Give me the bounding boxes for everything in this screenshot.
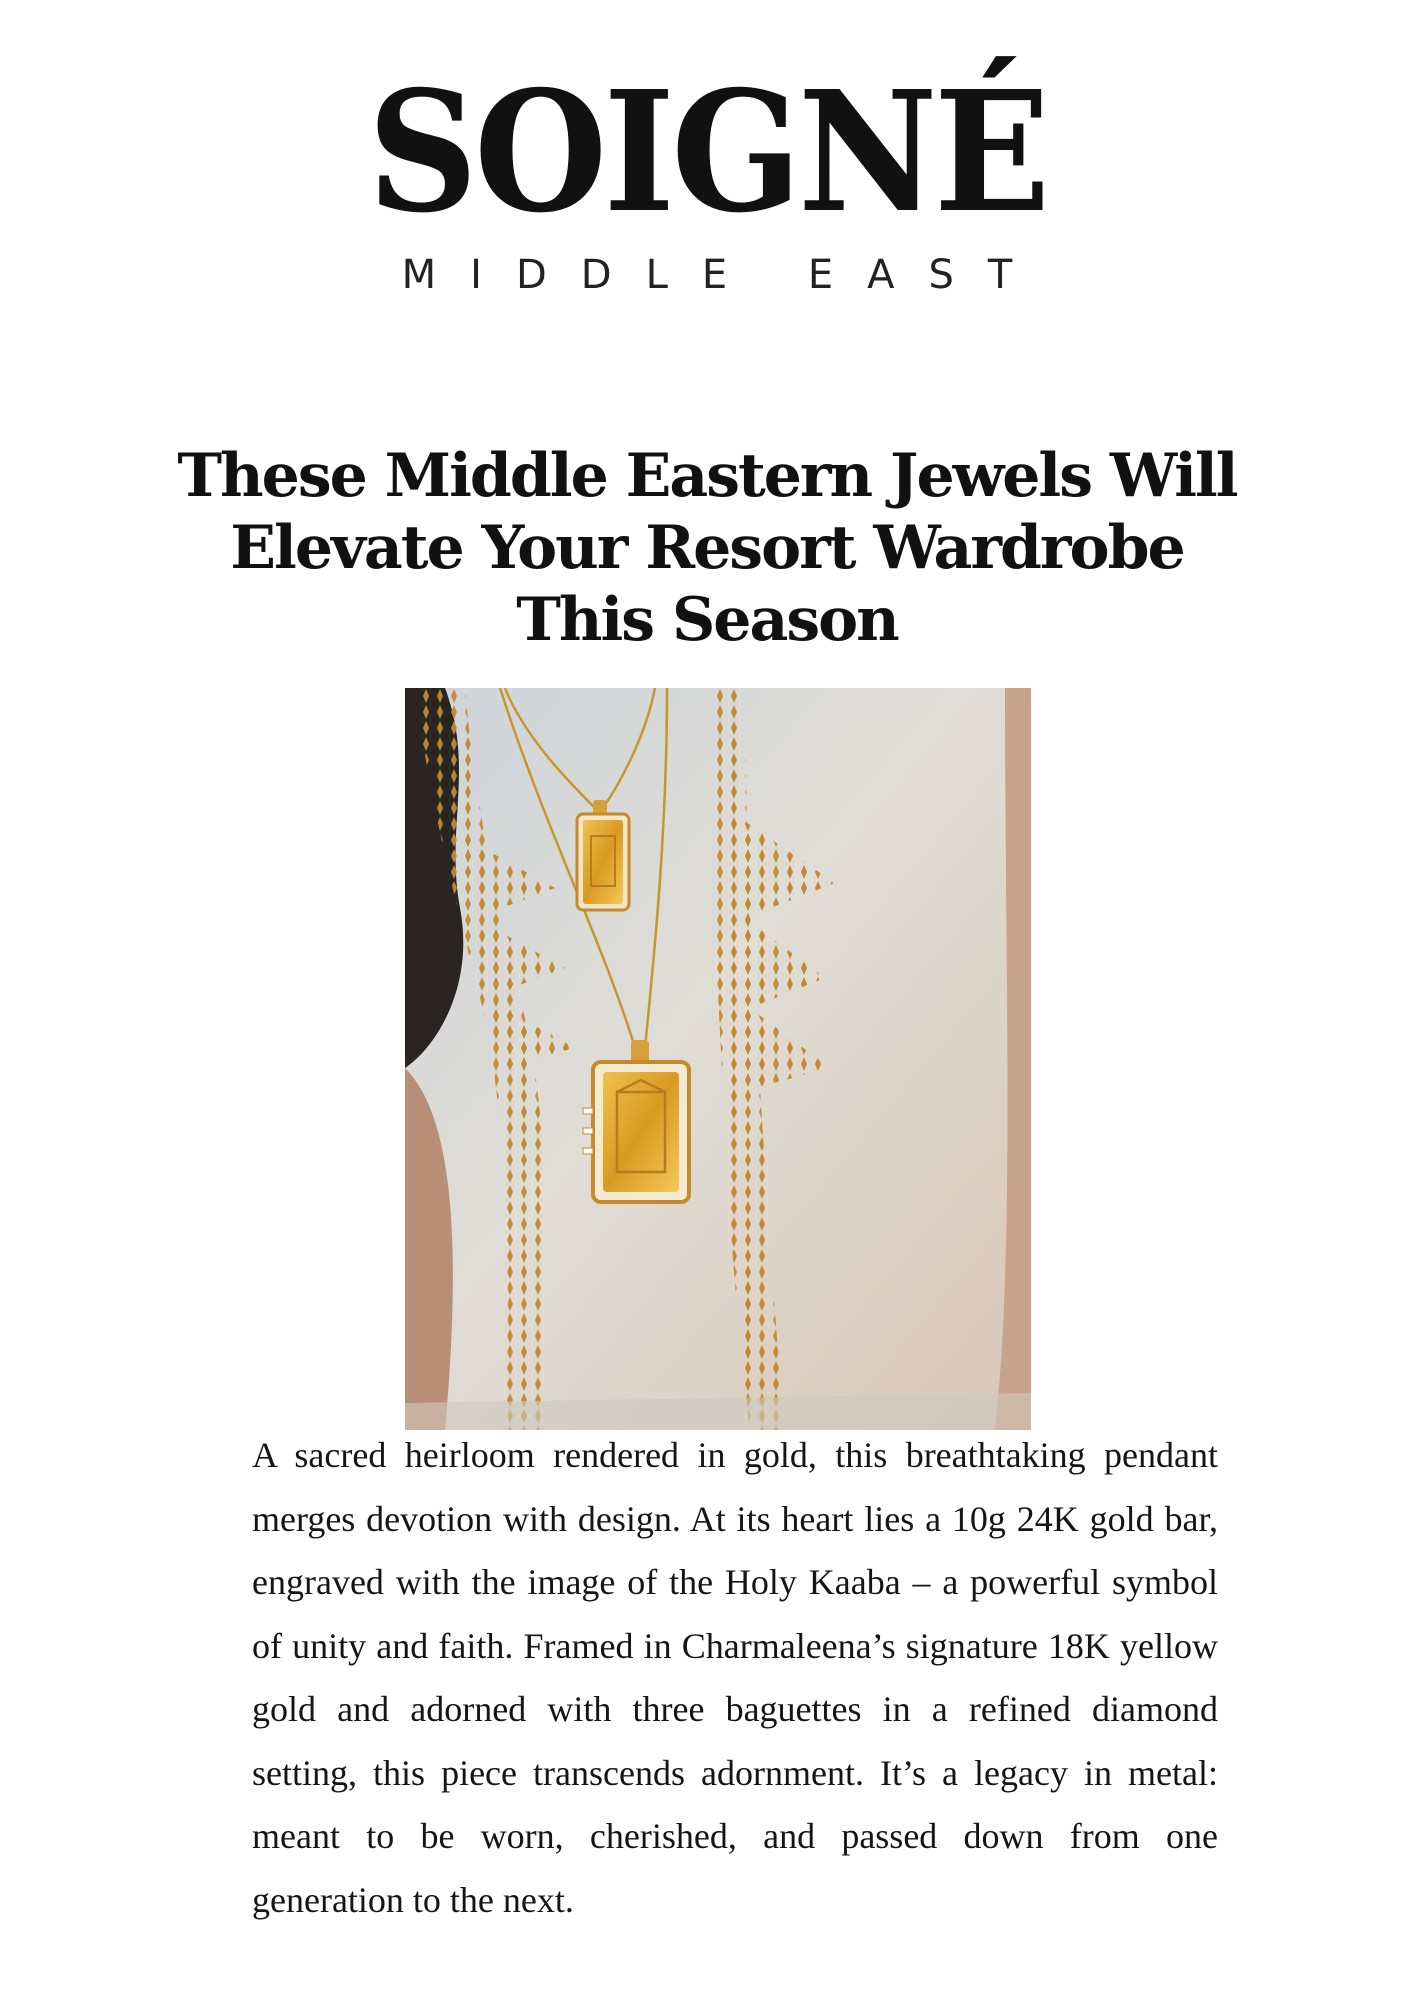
article-photo: [405, 688, 1031, 1430]
brand-subtitle: MIDDLE EAST: [401, 252, 1047, 298]
brand-logo: SOIGNÉ: [367, 55, 1047, 250]
large-pendant: [583, 1040, 689, 1202]
article-body: A sacred heirloom rendered in gold, this breathtaking pendant merges devotion with design. At its heart lies a 10g 24K gold bar, engraved with the image of the Holy Kaaba – a powerful symbol of unity and faith. Framed in Charmaleena’s signature 18K yellow gold and adorned with three baguettes in a refined diamond setting, this piece transcends adornment. It’s a legacy in metal: meant to be worn, cherished, and passed down from one generation to the next.: [252, 1435, 1218, 1920]
small-pendant: [577, 800, 629, 910]
pendant-photo-illustration: [405, 688, 1031, 1430]
article-headline: These Middle Eastern Jewels Will Elevate Your Resort Wardrobe This Season: [177, 441, 1237, 655]
masthead: [0, 55, 1414, 298]
